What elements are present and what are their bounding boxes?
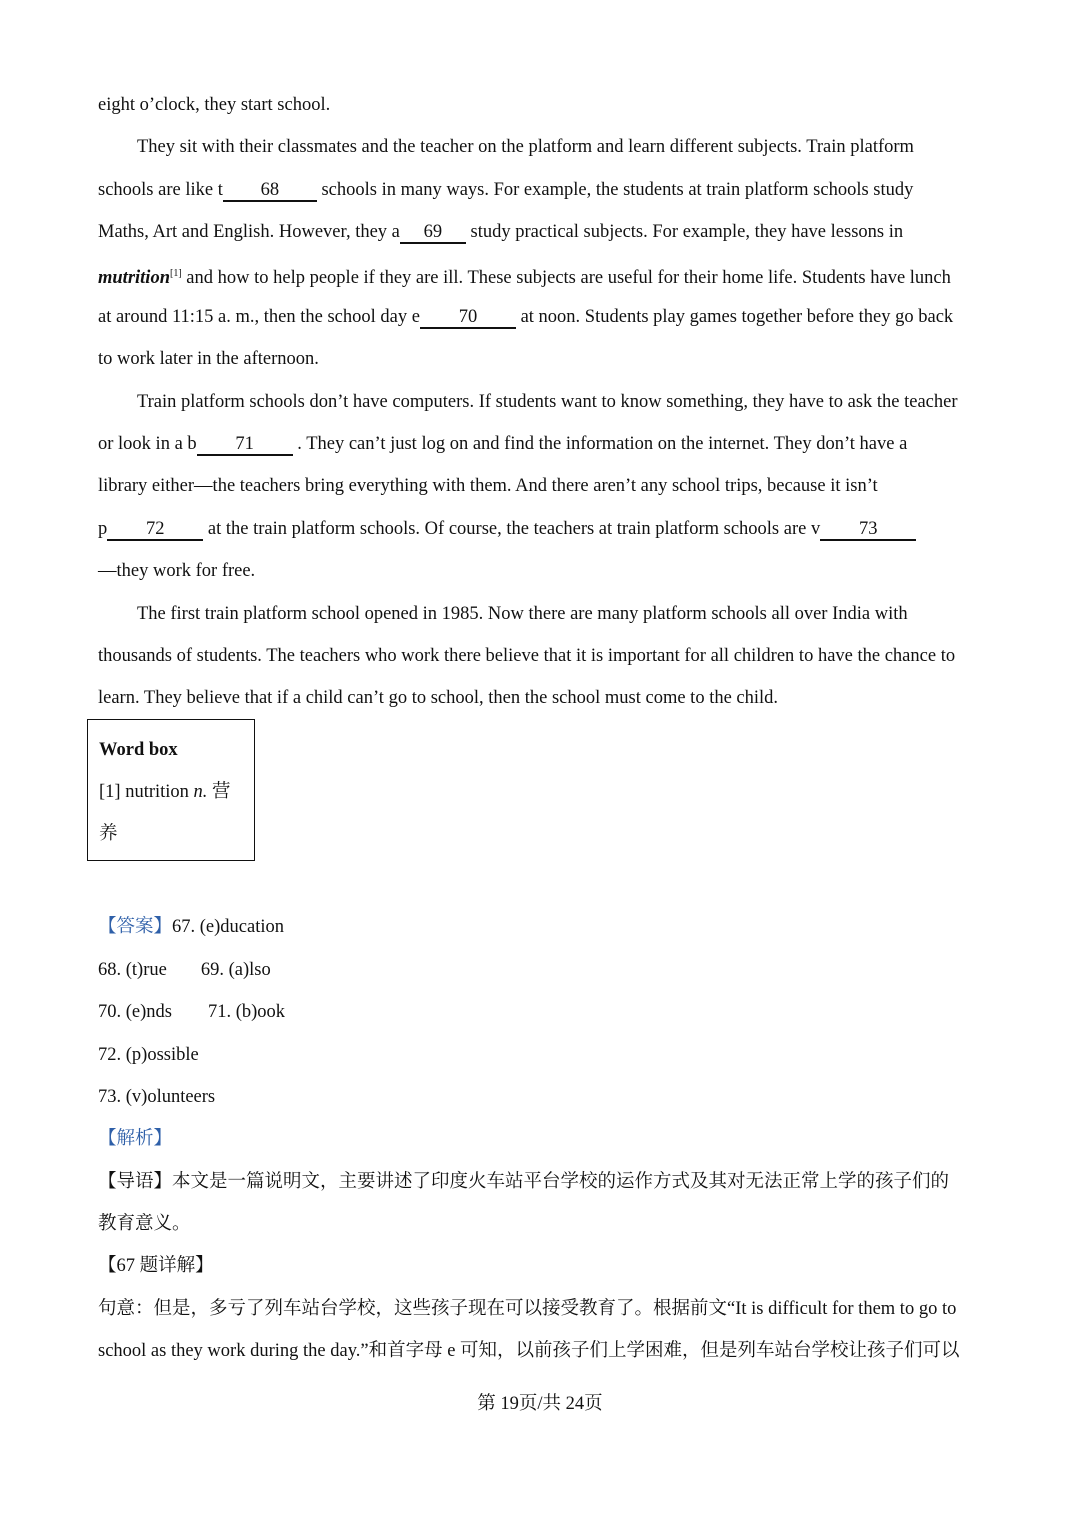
word-box-entry-text: [1] nutrition [99,782,194,802]
passage-line [137,602,908,626]
blank-73: 73 [820,519,916,541]
answer-70: 70. (e)nds [98,1002,172,1022]
blank-71: 71 [197,434,293,456]
word-box-entry-cont: 养 [99,824,118,844]
passage-text: at noon. Students play games together before they go back [515,307,954,327]
answer-line [98,958,271,982]
passage-line [98,93,330,117]
passage-line [98,559,255,583]
passage-line [98,644,955,668]
passage-line [137,135,914,159]
word-box-entry [99,780,231,804]
passage-line [98,347,319,371]
passage-text: They sit with their classmates and the teacher on the platform and learn different subjects. Train platform [137,137,914,157]
analysis-label: 【解析】 [98,1129,173,1149]
answer-label: 【答案】 [98,917,173,937]
footnote-marker: [1] [169,268,182,279]
blank-72: 72 [107,519,203,541]
passage-line [98,474,878,498]
question-67-heading: 【67 题详解】 [98,1256,214,1276]
passage-text: and how to help people if they are ill. These subjects are useful for their home life. Students have lunch [181,268,951,288]
blank-68: 68 [223,180,317,202]
answer-68: 68. (t)rue [98,960,167,980]
word-box-entry-text: 营 [207,782,231,802]
passage-text: schools in many ways. For example, the students at train platform schools study [316,180,914,200]
passage-text: library either—the teachers bring everything with them. And there aren’t any school trips, because it isn’t [98,476,878,496]
word-box-title: Word box [99,740,178,760]
answer-line [98,1000,285,1024]
passage-text: or look in a b [98,434,197,454]
blank-70: 70 [420,307,516,329]
passage-text: eight o’clock, they start school. [98,95,331,115]
analysis-intro-cont: 教育意义。 [98,1214,191,1234]
answer-71: 71. (b)ook [207,1002,286,1022]
passage-text: learn. They believe that if a child can’t go to school, then the school must come to the child. [98,688,779,708]
passage-line [98,305,953,329]
passage-text: thousands of students. The teachers who work there believe that it is important for all children to have the chance to [98,646,956,666]
answer-72: 72. (p)ossible [98,1045,199,1065]
passage-line [98,262,951,286]
passage-text: p [98,519,108,539]
passage-text: Maths, Art and English. However, they a [98,222,400,242]
passage-line [98,220,903,244]
passage-line [98,178,913,202]
question-67-explanation: 句意：但是，多亏了列车站台学校，这些孩子现在可以接受教育了。根据前文“It is difficult for them to go to [98,1299,957,1319]
answer-67: 67. (e)ducation [172,917,285,937]
passage-text: —they work for free. [98,561,256,581]
passage-line [98,517,916,541]
part-of-speech: n. [193,782,208,802]
answer-line [98,1043,199,1067]
passage-line [98,686,778,710]
passage-text: at the train platform schools. Of course, the teachers at train platform schools are v [203,519,821,539]
blank-69: 69 [400,222,466,244]
passage-text: The first train platform school opened in 1985. Now there are many platform schools all over India with [137,604,908,624]
passage-text: schools are like t [98,180,223,200]
passage-text: . They can’t just log on and find the information on the internet. They don’t have a [292,434,908,454]
passage-line [98,432,907,456]
answer-line [98,1085,215,1109]
passage-text: study practical subjects. For example, they have lessons in [465,222,904,242]
page-number: 第 19页/共 24页 [477,1394,603,1414]
passage-text: Train platform schools don’t have computers. If students want to know something, they have to ask the teacher [137,392,958,412]
word-box [87,719,255,861]
answer-69: 69. (a)lso [200,960,271,980]
passage-line [137,390,958,414]
answer-line [98,915,284,939]
answer-73: 73. (v)olunteers [98,1087,216,1107]
passage-text: at around 11:15 a. m., then the school day e [98,307,420,327]
passage-text: to work later in the afternoon. [98,349,319,369]
analysis-intro: 【导语】本文是一篇说明文，主要讲述了印度火车站平台学校的运作方式及其对无法正常上学的孩子们的 [98,1172,950,1192]
glossed-word: mutrition [98,268,170,288]
question-67-explanation-cont: school as they work during the day.”和首字母 e 可知，以前孩子们上学困难，但是列车站台学校让孩子们可以 [98,1341,960,1361]
